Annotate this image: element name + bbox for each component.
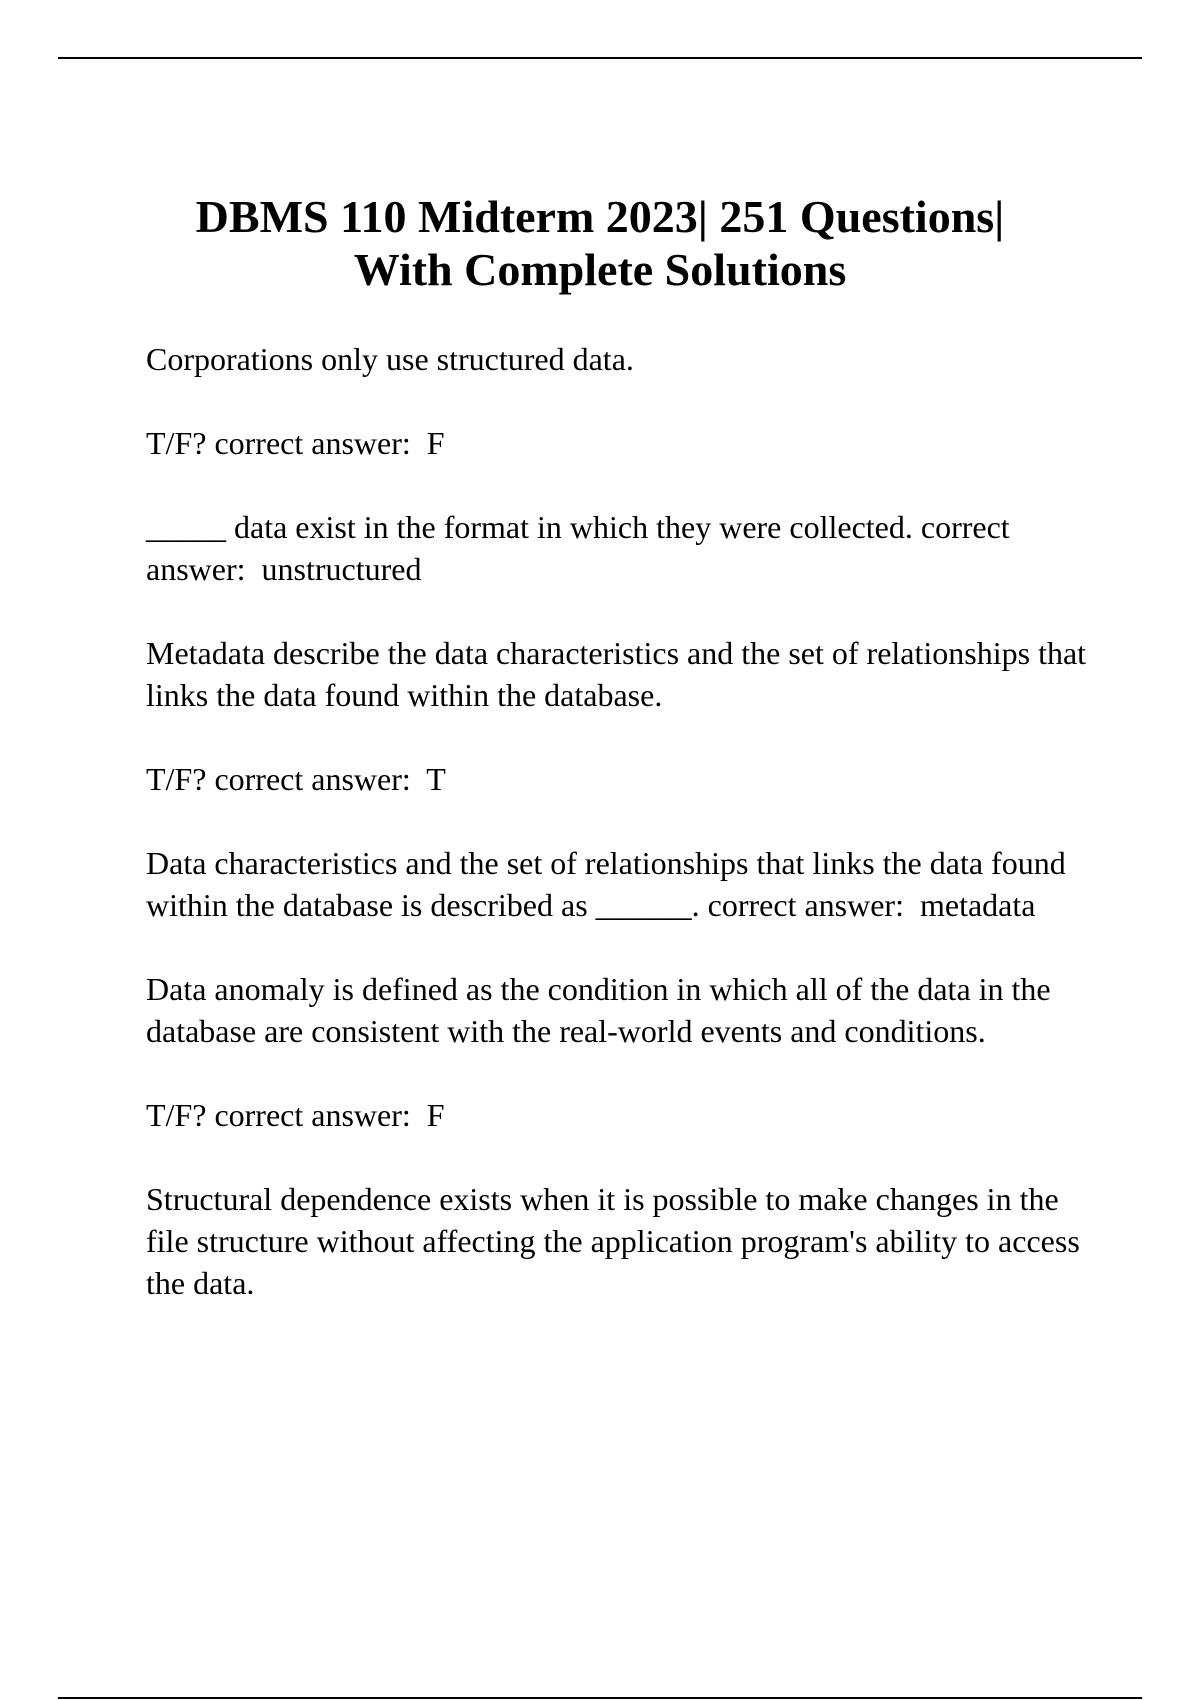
- question-text: Data anomaly is defined as the condition in which all of the data in the database are consistent with the real-world events and conditions.: [146, 971, 1059, 1049]
- answer-text: T/F? correct answer: F: [146, 1097, 445, 1133]
- answer-text: T/F? correct answer: F: [146, 425, 445, 461]
- question-text: Structural dependence exists when it is possible to make changes in the file structure without affecting the application program's ability to access the data.: [146, 1181, 1088, 1301]
- answer-text: T/F? correct answer: T: [146, 761, 446, 797]
- bottom-rule: [58, 1697, 1142, 1699]
- document-title: [80, 190, 1120, 296]
- question-with-answer: Data characteristics and the set of relationships that links the data found within the database is described as ______. correct answer: metadata: [146, 845, 1074, 923]
- top-rule: [58, 57, 1142, 59]
- question-with-answer: _____ data exist in the format in which they were collected. correct answer: unstructured: [146, 509, 1018, 587]
- question-text: Corporations only use structured data.: [146, 341, 634, 377]
- question-text: Metadata describe the data characteristics and the set of relationships that links the data found within the database.: [146, 635, 1095, 713]
- title-line-1: DBMS 110 Midterm 2023| 251 Questions|: [195, 191, 1005, 242]
- question-list: [146, 338, 1106, 1304]
- title-line-2: With Complete Solutions: [353, 244, 847, 295]
